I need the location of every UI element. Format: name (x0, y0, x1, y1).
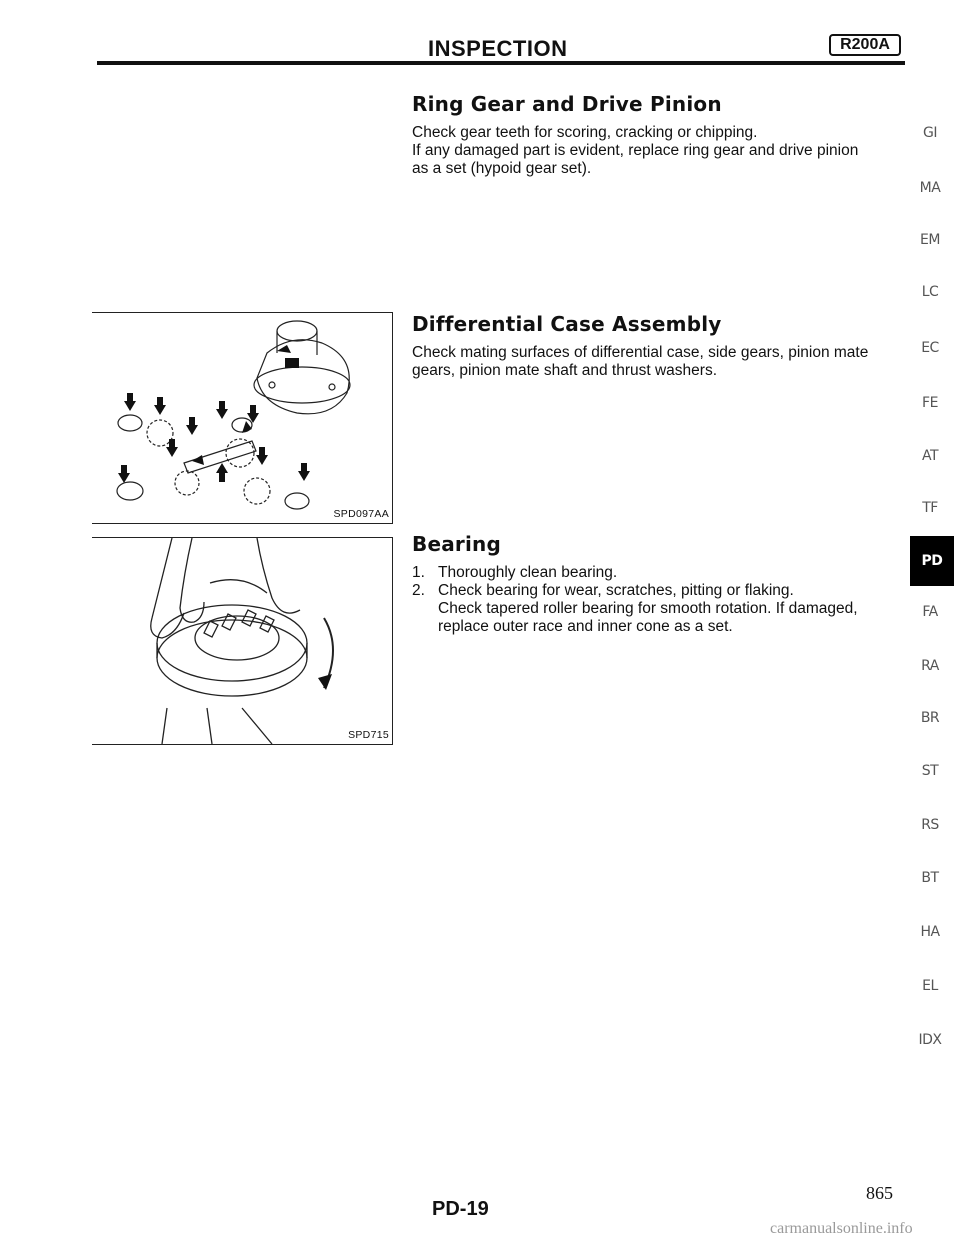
section-diff-case (412, 312, 902, 380)
differential-exploded-illustration (92, 313, 392, 523)
bearing-step-2 (412, 582, 902, 636)
step-text: Check bearing for wear, scratches, pitting or flaking. (438, 582, 794, 599)
side-tab-tf[interactable]: TF (922, 500, 938, 516)
step-number: 2. (412, 582, 425, 599)
ring-gear-line-1: Check gear teeth for scoring, cracking or chipping. (412, 124, 758, 141)
section-ring-gear (412, 92, 902, 178)
side-tab-fa[interactable]: FA (922, 604, 938, 620)
side-tab-rs[interactable]: RS (921, 817, 939, 833)
page-title: INSPECTION (428, 36, 568, 61)
diff-case-line-2: gears, pinion mate shaft and thrust washers. (412, 362, 717, 379)
section-title-diff-case: Differential Case Assembly (412, 312, 722, 336)
figure-differential-case (92, 312, 393, 524)
figure-caption: SPD715 (348, 729, 389, 741)
side-tab-lc[interactable]: LC (921, 284, 939, 300)
section-title-bearing: Bearing (412, 532, 501, 556)
step-text: replace outer race and inner cone as a set. (438, 618, 733, 635)
bearing-hand-illustration (92, 538, 392, 744)
side-tab-ma[interactable]: MA (919, 180, 941, 196)
ring-gear-line-2: If any damaged part is evident, replace ring gear and drive pinion (412, 142, 859, 159)
side-tab-fe[interactable]: FE (922, 395, 938, 411)
diff-case-line-1: Check mating surfaces of differential case, side gears, pinion mate (412, 344, 869, 361)
step-text: Thoroughly clean bearing. (438, 564, 618, 581)
figure-caption: SPD097AA (333, 508, 389, 520)
sheet-number: 865 (866, 1183, 893, 1203)
side-tab-ha[interactable]: HA (920, 924, 940, 940)
section-title-ring-gear: Ring Gear and Drive Pinion (412, 92, 722, 116)
side-tab-at[interactable]: AT (921, 448, 939, 464)
model-badge: R200A (829, 34, 901, 56)
side-tab-el[interactable]: EL (922, 978, 938, 994)
header-rule (97, 61, 905, 65)
side-tab-st[interactable]: ST (921, 763, 939, 779)
side-tab-ra[interactable]: RA (921, 658, 939, 674)
bearing-step-1 (412, 564, 902, 582)
side-tab-gi[interactable]: GI (923, 125, 937, 141)
section-bearing (412, 532, 902, 636)
side-tab-pd-active[interactable]: PD (910, 536, 954, 586)
step-number: 1. (412, 564, 425, 581)
watermark-text: carmanualsonline.info (770, 1220, 913, 1237)
side-tab-bt[interactable]: BT (921, 870, 939, 886)
side-tab-em[interactable]: EM (920, 232, 940, 248)
side-tab-br[interactable]: BR (920, 710, 940, 726)
ring-gear-line-3: as a set (hypoid gear set). (412, 160, 592, 177)
figure-bearing (92, 537, 393, 745)
step-text: Check tapered roller bearing for smooth rotation. If damaged, (438, 600, 858, 617)
section-index-tabs (908, 0, 956, 1242)
side-tab-idx[interactable]: IDX (918, 1032, 942, 1048)
side-tab-ec[interactable]: EC (921, 340, 939, 356)
page-number: PD-19 (432, 1198, 489, 1220)
